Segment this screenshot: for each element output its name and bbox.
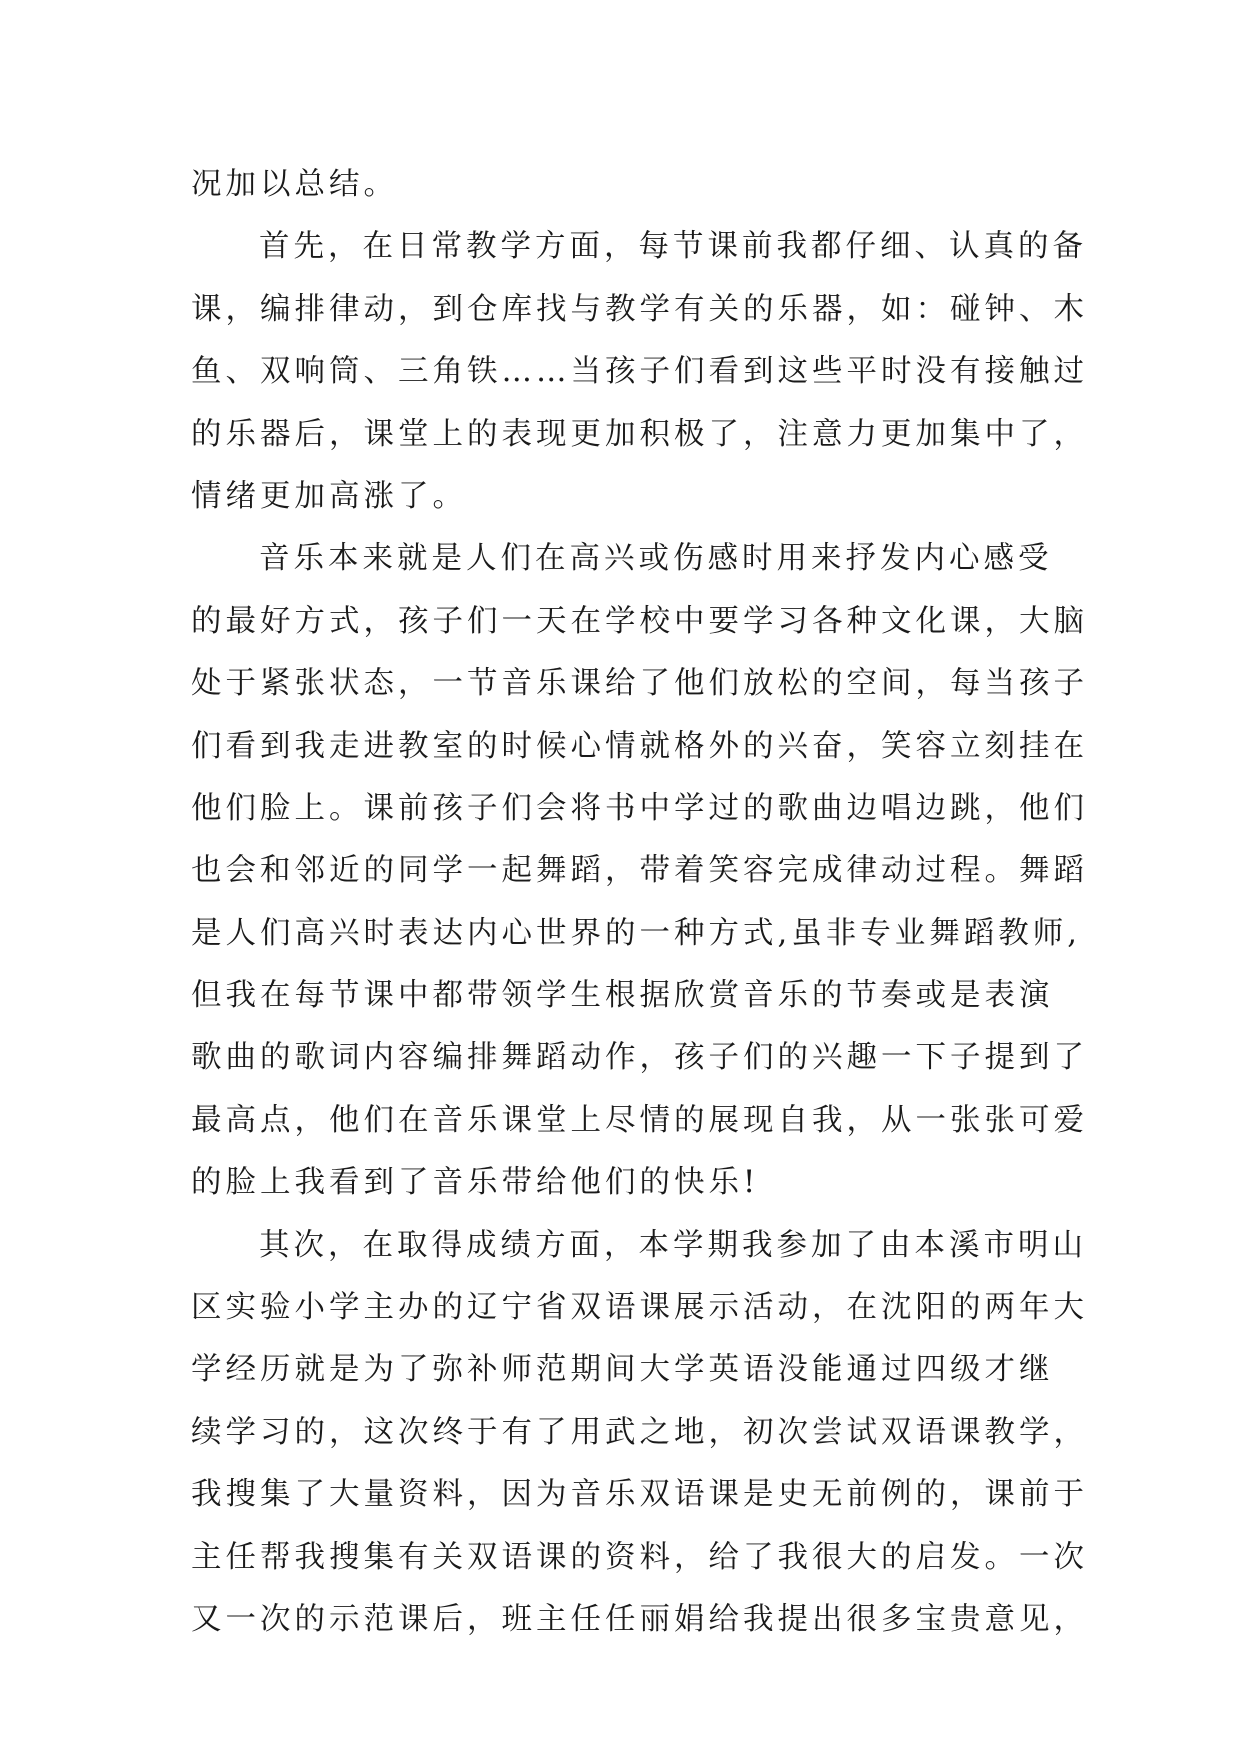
body-text (191, 154, 1088, 1651)
text-line: 的乐器后，课堂上的表现更加积极了，注意力更加集中了， (191, 416, 1088, 452)
text-line: 音乐本来就是人们在高兴或伤感时用来抒发内心感受 (259, 541, 1053, 577)
text-line: 也会和邻近的同学一起舞蹈，带着笑容完成律动过程。舞蹈 (191, 853, 1088, 889)
text-line: 其次，在取得成绩方面，本学期我参加了由本溪市明山 (259, 1227, 1087, 1263)
text-line: 又一次的示范课后，班主任任丽娟给我提出很多宝贵意见， (191, 1601, 1088, 1637)
text-line: 况加以总结。 (191, 167, 398, 202)
text-line: 续学习的，这次终于有了用武之地，初次尝试双语课教学， (191, 1414, 1088, 1450)
text-line: 处于紧张状态，一节音乐课给了他们放松的空间，每当孩子 (191, 666, 1088, 702)
text-line: 他们脸上。课前孩子们会将书中学过的歌曲边唱边跳，他们 (191, 790, 1088, 826)
text-line: 我搜集了大量资料，因为音乐双语课是史无前例的，课前于 (191, 1477, 1088, 1513)
text-line: 首先，在日常教学方面，每节课前我都仔细、认真的备 (259, 229, 1087, 265)
text-line: 最高点，他们在音乐课堂上尽情的展现自我，从一张张可爱 (191, 1102, 1088, 1138)
text-line: 鱼、双响筒、三角铁……当孩子们看到这些平时没有接触过 (191, 354, 1088, 390)
text-line: 的最好方式，孩子们一天在学校中要学习各种文化课，大脑 (191, 603, 1088, 639)
text-line: 歌曲的歌词内容编排舞蹈动作，孩子们的兴趣一下子提到了 (191, 1040, 1088, 1076)
text-line: 课，编排律动，到仓库找与教学有关的乐器，如：碰钟、木 (191, 291, 1088, 327)
text-line: 们看到我走进教室的时候心情就格外的兴奋，笑容立刻挂在 (191, 728, 1088, 764)
text-line: 学经历就是为了弥补师范期间大学英语没能通过四级才继 (191, 1352, 1054, 1388)
text-line: 是人们高兴时表达内心世界的一种方式,虽非专业舞蹈教师, (191, 915, 1081, 951)
text-line: 情绪更加高涨了。 (191, 478, 467, 514)
text-line: 但我在每节课中都带领学生根据欣赏音乐的节奏或是表演 (191, 978, 1054, 1014)
text-line: 的脸上我看到了音乐带给他们的快乐! (191, 1165, 760, 1201)
text-line: 区实验小学主办的辽宁省双语课展示活动，在沈阳的两年大 (191, 1290, 1088, 1326)
text-line: 主任帮我搜集有关双语课的资料，给了我很大的启发。一次 (191, 1539, 1088, 1575)
